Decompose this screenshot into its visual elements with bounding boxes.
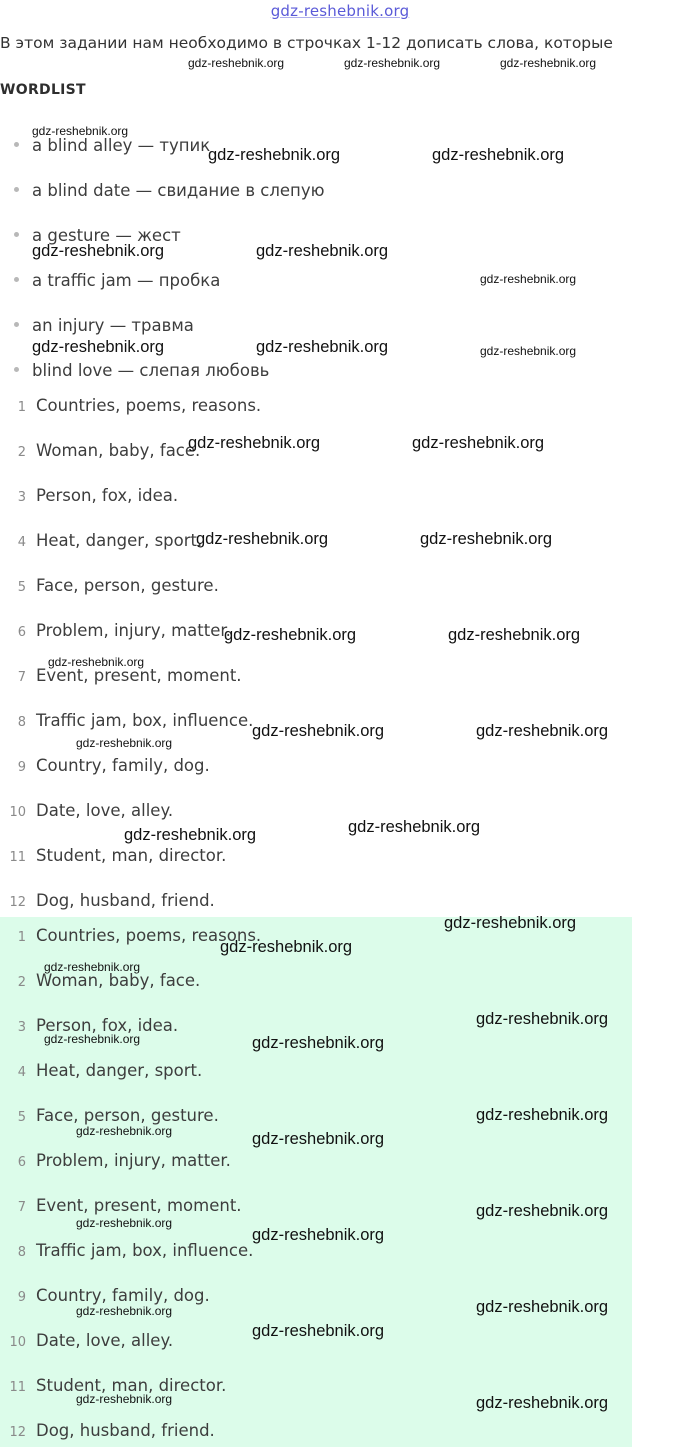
line-number: 3 [17, 490, 26, 505]
line-text: Country, family, dog. [36, 756, 210, 775]
bullet-icon [14, 187, 19, 192]
watermark: gdz-reshebnik.org [412, 434, 545, 452]
watermark: gdz-reshebnik.org [208, 146, 341, 164]
watermark: gdz-reshebnik.org [448, 626, 581, 644]
wordlist-heading: WORDLIST [0, 82, 86, 98]
wordlist-item [14, 136, 210, 156]
task-line [0, 576, 620, 598]
bullet-icon [14, 142, 19, 147]
watermark: gdz-reshebnik.org [252, 1322, 385, 1340]
line-text: Dog, husband, friend. [36, 891, 215, 910]
line-text: Problem, injury, matter. [36, 1151, 231, 1170]
bullet-icon [14, 367, 19, 372]
line-text: Student, man, director. [36, 846, 227, 865]
line-number: 4 [17, 535, 26, 550]
wordlist-item-text: blind love — слепая любовь [32, 361, 270, 380]
line-text: Heat, danger, sport. [36, 1061, 203, 1080]
watermark: gdz-reshebnik.org [224, 626, 357, 644]
line-number: 11 [9, 850, 26, 865]
watermark: gdz-reshebnik.org [476, 1106, 609, 1124]
line-number: 9 [17, 1290, 26, 1305]
task-line [0, 891, 620, 913]
watermark: gdz-reshebnik.org [432, 146, 565, 164]
line-text: Traffic jam, box, influence. [36, 1241, 254, 1260]
line-number: 1 [17, 930, 26, 945]
line-text: Face, person, gesture. [36, 576, 219, 595]
watermark: gdz-reshebnik.org [48, 655, 145, 669]
watermark: gdz-reshebnik.org [348, 818, 481, 836]
line-number: 4 [17, 1065, 26, 1080]
line-text: Date, love, alley. [36, 801, 174, 820]
line-number: 8 [17, 715, 26, 730]
watermark: gdz-reshebnik.org [500, 56, 597, 70]
watermark: gdz-reshebnik.org [44, 1032, 141, 1046]
bullet-icon [14, 322, 19, 327]
watermark: gdz-reshebnik.org [476, 1394, 609, 1412]
line-number: 8 [17, 1245, 26, 1260]
watermark: gdz-reshebnik.org [76, 1124, 173, 1138]
line-number: 5 [17, 580, 26, 595]
line-text: Dog, husband, friend. [36, 1421, 215, 1440]
line-number: 3 [17, 1020, 26, 1035]
watermark: gdz-reshebnik.org [480, 272, 577, 286]
wordlist-item [14, 271, 220, 291]
task-line [0, 486, 620, 508]
watermark: gdz-reshebnik.org [476, 722, 609, 740]
watermark: gdz-reshebnik.org [252, 1226, 385, 1244]
wordlist-item [14, 316, 194, 336]
line-number: 6 [17, 625, 26, 640]
answer-panel [0, 917, 632, 1447]
watermark: gdz-reshebnik.org [256, 242, 389, 260]
line-number: 5 [17, 1110, 26, 1125]
answer-line [0, 1061, 620, 1083]
line-number: 11 [9, 1380, 26, 1395]
watermark: gdz-reshebnik.org [476, 1298, 609, 1316]
bullet-icon [14, 277, 19, 282]
bullet-icon [14, 232, 19, 237]
task-line [0, 846, 620, 868]
line-text: Woman, baby, face. [36, 971, 201, 990]
line-text: Event, present, moment. [36, 666, 242, 685]
answer-line [0, 1151, 620, 1173]
watermark: gdz-reshebnik.org [188, 434, 321, 452]
line-text: Countries, poems, reasons. [36, 926, 262, 945]
task-line [0, 396, 620, 418]
line-text: Woman, baby, face. [36, 441, 201, 460]
line-number: 10 [9, 1335, 26, 1350]
wordlist-item [14, 361, 269, 381]
line-text: Country, family, dog. [36, 1286, 210, 1305]
line-text: Event, present, moment. [36, 1196, 242, 1215]
line-number: 6 [17, 1155, 26, 1170]
watermark: gdz-reshebnik.org [76, 1304, 173, 1318]
line-text: Heat, danger, sport. [36, 531, 203, 550]
watermark: gdz-reshebnik.org [32, 124, 129, 138]
watermark: gdz-reshebnik.org [256, 338, 389, 356]
watermark: gdz-reshebnik.org [76, 1392, 173, 1406]
watermark: gdz-reshebnik.org [476, 1202, 609, 1220]
task-line [0, 666, 620, 688]
wordlist-item [14, 181, 325, 201]
line-number: 7 [17, 1200, 26, 1215]
line-text: Face, person, gesture. [36, 1106, 219, 1125]
wordlist-item-text: a blind date — свидание в слепую [32, 181, 325, 200]
watermark: gdz-reshebnik.org [124, 826, 257, 844]
wordlist-item-text: a traffic jam — пробка [32, 271, 221, 290]
site-header-link[interactable]: gdz-reshebnik.org [270, 2, 410, 20]
line-number: 7 [17, 670, 26, 685]
watermark: gdz-reshebnik.org [196, 530, 329, 548]
line-text: Countries, poems, reasons. [36, 396, 262, 415]
watermark: gdz-reshebnik.org [476, 1010, 609, 1028]
wordlist-item-text: a gesture — жест [32, 226, 181, 245]
watermark: gdz-reshebnik.org [344, 56, 441, 70]
watermark: gdz-reshebnik.org [76, 736, 173, 750]
line-number: 2 [17, 975, 26, 990]
watermark: gdz-reshebnik.org [188, 56, 285, 70]
watermark: gdz-reshebnik.org [252, 1130, 385, 1148]
line-number: 9 [17, 760, 26, 775]
line-text: Person, fox, idea. [36, 1016, 179, 1035]
watermark: gdz-reshebnik.org [480, 344, 577, 358]
line-text: Person, fox, idea. [36, 486, 179, 505]
watermark: gdz-reshebnik.org [220, 938, 353, 956]
watermark: gdz-reshebnik.org [252, 1034, 385, 1052]
wordlist-item-text: an injury — травма [32, 316, 194, 335]
line-text: Traffic jam, box, influence. [36, 711, 254, 730]
line-number: 10 [9, 805, 26, 820]
line-text: Student, man, director. [36, 1376, 227, 1395]
wordlist-item-text: a blind alley — тупик [32, 136, 211, 155]
line-text: Date, love, alley. [36, 1331, 174, 1350]
line-text: Problem, injury, matter. [36, 621, 231, 640]
watermark: gdz-reshebnik.org [32, 338, 165, 356]
intro-text: В этом задании нам необходимо в строчках 1-12 дописать слова, которые [0, 34, 613, 52]
task-line [0, 801, 620, 823]
line-number: 12 [9, 895, 26, 910]
line-number: 2 [17, 445, 26, 460]
watermark: gdz-reshebnik.org [32, 242, 165, 260]
watermark: gdz-reshebnik.org [252, 722, 385, 740]
watermark: gdz-reshebnik.org [44, 960, 141, 974]
watermark: gdz-reshebnik.org [420, 530, 553, 548]
line-number: 1 [17, 400, 26, 415]
answer-line [0, 971, 620, 993]
line-number: 12 [9, 1425, 26, 1440]
watermark: gdz-reshebnik.org [444, 914, 577, 932]
answer-line [0, 1421, 620, 1443]
watermark: gdz-reshebnik.org [76, 1216, 173, 1230]
task-line [0, 756, 620, 778]
